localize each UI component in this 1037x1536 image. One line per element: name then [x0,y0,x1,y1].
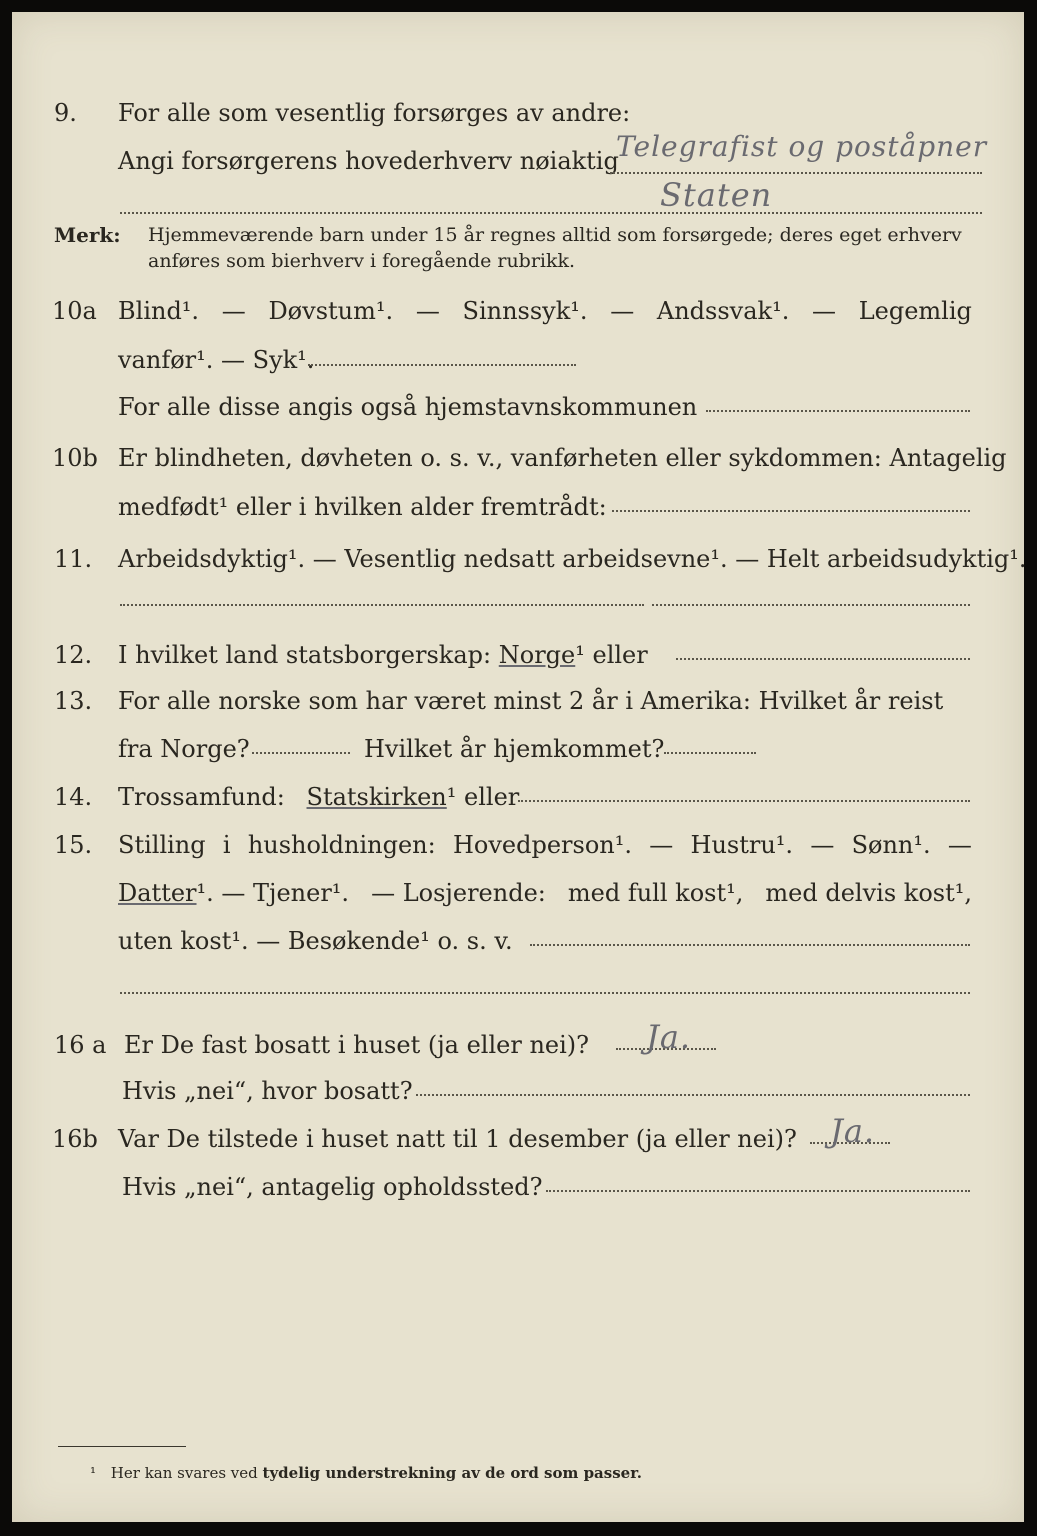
q9-answer-line-2[interactable] [120,212,982,214]
q16a-number: 16 a [54,1031,107,1059]
q13-text-2a: fra Norge? [118,735,250,763]
q11-answer-line-left[interactable] [120,604,644,606]
q12-text [118,640,648,670]
q12-label: I hvilket land statsborgerskap: [118,641,492,669]
q16b-number: 16b [52,1125,98,1153]
q10a-hjemstavn-answer-line[interactable] [706,410,970,412]
q15-option-losjerende[interactable]: — Losjerende: [371,879,546,907]
q15-option-hovedperson[interactable]: Hovedperson¹. [452,831,632,859]
q10b-answer-line[interactable] [612,510,970,512]
merk-label: Merk: [54,223,121,247]
q13-text-1: For alle norske som har været minst 2 år i Amerika: Hvilket år reist [118,687,944,715]
q15-dash-1: — [649,831,674,859]
census-form-page [12,12,1027,1522]
q10a-option-legemlig[interactable]: Legemlig [858,297,972,325]
q16a-handwritten-answer: Ja. [646,1018,692,1056]
q15-number: 15. [54,831,93,859]
q15-text-3: uten kost¹. — Besøkende¹ o. s. v. [118,927,513,955]
q14-number: 14. [54,783,93,811]
q13-text-2b: Hvilket år hjemkommet? [364,735,665,763]
q10a-options [118,296,972,326]
q15-option-tjener[interactable]: ¹. — Tjener¹. [196,879,350,907]
q14-tail: ¹ eller [446,783,520,811]
q10a-option-sinnssyk[interactable]: Sinnssyk¹. [462,297,588,325]
q15-option-datter[interactable]: Datter [118,879,197,907]
footnote-rule [58,1446,186,1447]
q11-answer-line-right[interactable] [652,604,970,606]
q15-word-stilling: Stilling [118,831,206,859]
q9-text-2: Angi forsørgerens hovederhverv nøiaktig [118,147,619,175]
q10a-syk-answer-line[interactable] [308,364,576,366]
footnote-mark: ¹ [90,1464,97,1482]
q10a-number: 10a [52,297,97,325]
q9-answer-line-1[interactable] [610,172,982,174]
q10a-text-2: vanfør¹. — Syk¹. [118,346,315,374]
q14-option-statskirken[interactable]: Statskirken [306,783,447,811]
q10b-text-1: Er blindheten, døvheten o. s. v., vanførheten eller sykdommen: Antagelig [118,444,1007,472]
q15-datter-group [118,878,349,908]
q15-word-husholdningen: husholdningen: [247,831,436,859]
q15-option-sonn[interactable]: Sønn¹. [851,831,931,859]
q14-answer-line[interactable] [518,800,970,802]
q15-dash-3: — [947,831,972,859]
q13-reist-answer-line[interactable] [252,752,350,754]
q9-handwritten-answer-1: Telegrafist og poståpner [616,130,988,163]
q16b-opholdssted-answer-line[interactable] [546,1190,970,1192]
merk-text-2: anføres som bierhverv i foregående rubrikk. [148,250,576,272]
q14-label: Trossamfund: [118,783,285,811]
q10a-option-dovstum[interactable]: Døvstum¹. [268,297,394,325]
q10b-number: 10b [52,444,98,472]
q16b-handwritten-answer: Ja. [830,1112,876,1150]
q11-text-1: Arbeidsdyktig¹. — Vesentlig nedsatt arbeidsevne¹. — Helt arbeidsudyktig¹. [118,545,1027,573]
q15-word-i: i [222,831,231,859]
footnote-plain: Her kan svares ved [110,1464,258,1482]
q13-hjemkommet-answer-line[interactable] [664,752,756,754]
footnote-bold: tydelig understrekning av de ord som passer. [262,1464,642,1482]
q13-number: 13. [54,687,93,715]
q15-option-delvis-kost[interactable]: med delvis kost¹, [765,879,972,907]
q15-answer-line-1[interactable] [530,944,970,946]
q10b-text-2: medfødt¹ eller i hvilken alder fremtrådt: [118,493,607,521]
q10a-option-blind[interactable]: Blind¹. [118,297,200,325]
q10a-dash-2: — [415,297,440,325]
q12-option-norge[interactable]: Norge [498,641,576,669]
q11-number: 11. [54,545,93,573]
footnote [90,1464,642,1482]
q10a-dash-4: — [812,297,837,325]
q12-number: 12. [54,641,93,669]
q10a-dash-3: — [610,297,635,325]
q9-number: 9. [54,99,77,127]
q15-options-2 [118,878,972,908]
q9-handwritten-answer-2: Staten [660,176,773,214]
q16a-text-1: Er De fast bosatt i huset (ja eller nei)? [124,1031,590,1059]
q16a-bosatt-answer-line[interactable] [416,1094,970,1096]
q14-text [118,782,519,812]
q9-text-1: For alle som vesentlig forsørges av andre: [118,99,631,127]
q10a-dash-1: — [221,297,246,325]
q16a-text-2: Hvis „nei“, hvor bosatt? [122,1077,413,1105]
q12-tail: ¹ eller [575,641,648,669]
q10a-text-3: For alle disse angis også hjemstavnskommunen [118,393,698,421]
q15-option-full-kost[interactable]: med full kost¹, [567,879,744,907]
q10a-option-andssvak[interactable]: Andssvak¹. [656,297,790,325]
merk-text-1: Hjemmeværende barn under 15 år regnes alltid som forsørgede; deres eget erhverv [148,224,962,246]
q12-answer-line[interactable] [676,658,970,660]
q15-answer-line-2[interactable] [120,992,970,994]
q16b-text-2: Hvis „nei“, antagelig opholdssted? [122,1173,543,1201]
q16b-text-1: Var De tilstede i huset natt til 1 desember (ja eller nei)? [118,1125,797,1153]
q15-option-hustru[interactable]: Hustru¹. [690,831,794,859]
q15-dash-2: — [810,831,835,859]
q15-options-1 [118,830,972,860]
